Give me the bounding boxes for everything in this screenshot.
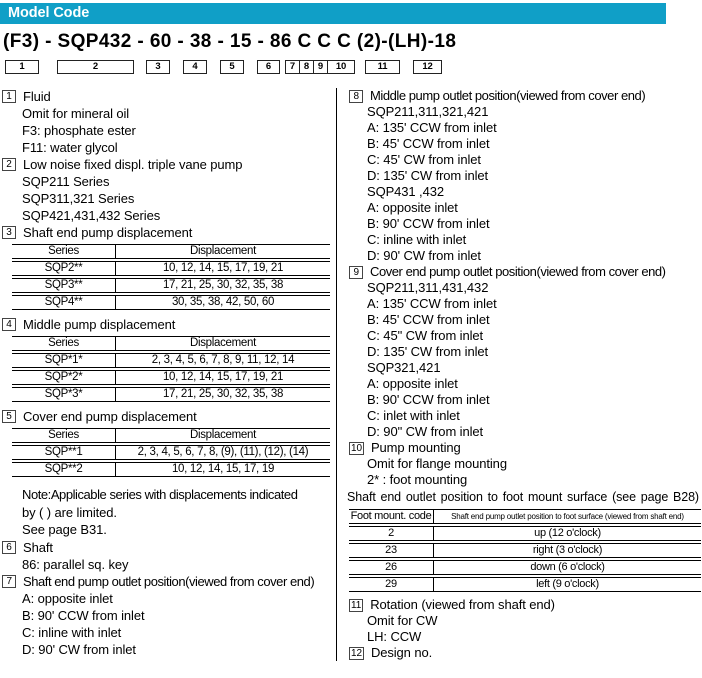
- model-code-text: (F3) - SQP432 - 60 - 38 - 15 - 86 C C C (2)-(LH)-18: [3, 31, 457, 52]
- table-cell: SQP*2*: [12, 370, 116, 385]
- section-title: Cover end pump displacement: [23, 409, 197, 424]
- section-number-box: 6: [2, 541, 16, 554]
- option-line: B: 45' CCW from inlet: [367, 136, 490, 151]
- section-number-box: 7: [2, 575, 16, 588]
- table-row: [349, 543, 701, 558]
- table-row: [12, 353, 330, 368]
- option-line: Omit for mineral oil: [22, 106, 130, 121]
- option-line: A: opposite inlet: [367, 200, 458, 215]
- table-cell: left (9 o'clock): [434, 577, 701, 592]
- option-line: F3: phosphate ester: [22, 123, 136, 138]
- table-cell: SQP2**: [12, 261, 116, 276]
- table-header: Foot mount. code: [349, 509, 434, 524]
- option-line: C: inline with inlet: [367, 232, 467, 247]
- code-box-2: 2: [57, 60, 134, 74]
- option-line: SQP311,321 Series: [22, 191, 135, 206]
- table-cell: 10, 12, 14, 15, 17, 19, 21: [116, 261, 330, 276]
- table-cell: 10, 12, 14, 15, 17, 19: [116, 462, 330, 477]
- note-line: See page B31.: [22, 522, 107, 537]
- table-header: Displacement: [116, 428, 330, 443]
- table-header: Series: [12, 244, 116, 259]
- section-title: Shaft end pump outlet position(viewed from cover end): [23, 573, 315, 589]
- option-line: C: inlet with inlet: [367, 408, 460, 423]
- section-title: Cover end pump outlet position(viewed from cover end): [370, 264, 666, 279]
- code-box-3: 3: [146, 60, 170, 74]
- section-10-pump-mounting: [347, 440, 702, 456]
- section-title: Low noise fixed displ. triple vane pump: [23, 157, 243, 172]
- note-line: Note:Applicable series with displacements indicated: [22, 487, 298, 502]
- table-cell: SQP3**: [12, 278, 116, 293]
- section-banner: [0, 3, 666, 24]
- option-line: D: 90" CW from inlet: [367, 424, 484, 439]
- section-3-shaft-end-displacement: [0, 224, 336, 241]
- section-number-box: 10: [351, 442, 362, 454]
- option-line: B: 45' CCW from inlet: [367, 312, 490, 327]
- section-4-middle-displacement: [0, 316, 336, 333]
- table-row: [349, 560, 701, 575]
- section-number-box: 12: [351, 647, 362, 659]
- table-cell: right (3 o'clock): [434, 543, 701, 558]
- table-header: Series: [12, 428, 116, 443]
- middle-displacement-table: [12, 334, 330, 404]
- option-line: C: 45" CW from inlet: [367, 328, 484, 343]
- code-box-12: 12: [413, 60, 442, 74]
- section-number-box: 4: [2, 318, 16, 331]
- option-line: D: 135' CW from inlet: [367, 344, 489, 359]
- table-header: Displacement: [116, 244, 330, 259]
- table-cell: SQP4**: [12, 295, 116, 310]
- table-header-row: [12, 244, 330, 259]
- section-number-box: 11: [351, 599, 362, 611]
- table-header: Displacement: [116, 336, 330, 351]
- code-box-1: 1: [5, 60, 39, 74]
- section-number-box: 2: [2, 158, 16, 171]
- section-title: Middle pump outlet position(viewed from cover end): [370, 88, 646, 103]
- option-line: SQP211,311,321,421: [367, 104, 489, 119]
- section-title: Pump mounting: [370, 440, 461, 455]
- section-title: Design no.: [370, 645, 433, 660]
- code-box-6: 6: [257, 60, 280, 74]
- table-header-row: [12, 336, 330, 351]
- section-title: Shaft end pump displacement: [23, 225, 193, 240]
- code-box-8: 8: [299, 60, 314, 74]
- option-line: A: 135' CCW from inlet: [367, 296, 497, 311]
- option-line: B: 90' CCW from inlet: [367, 216, 490, 231]
- section-number-box: 3: [2, 226, 16, 239]
- table-row: [12, 278, 330, 293]
- code-box-9: 9: [313, 60, 328, 74]
- option-line: SQP211 Series: [22, 174, 110, 189]
- section-12-design-no: [347, 645, 702, 661]
- option-line: Omit for flange mounting: [367, 456, 507, 471]
- table-cell: up (12 o'clock): [434, 526, 701, 541]
- section-number-box: 9: [349, 266, 363, 279]
- table-header: Series: [12, 336, 116, 351]
- table-cell: 2: [349, 526, 434, 541]
- section-title: Shaft: [23, 539, 53, 555]
- table-cell: 29: [349, 577, 434, 592]
- table-cell: SQP*3*: [12, 387, 116, 402]
- table-row: [349, 526, 701, 541]
- table-header-row: [349, 509, 701, 524]
- section-title: Fluid: [23, 89, 51, 104]
- section-1-fluid: [0, 88, 336, 105]
- table-row: [12, 295, 330, 310]
- option-line: 2* : foot mounting: [367, 472, 468, 487]
- table-row: [12, 387, 330, 402]
- foot-mount-subnote: Shaft end outlet position to foot mount surface (see page B28): [347, 490, 699, 504]
- table-row: [12, 370, 330, 385]
- left-column: [0, 88, 336, 661]
- table-cell: SQP**2: [12, 462, 116, 477]
- foot-mount-table: [349, 507, 701, 594]
- option-line: LH: CCW: [367, 629, 422, 644]
- table-header-row: [12, 428, 330, 443]
- shaft-end-displacement-table: [12, 242, 330, 312]
- table-cell: SQP*1*: [12, 353, 116, 368]
- section-11-rotation: [347, 597, 702, 613]
- code-box-11: 11: [365, 60, 400, 74]
- table-cell: 30, 35, 38, 42, 50, 60: [116, 295, 330, 310]
- section-title: Rotation (viewed from shaft end): [370, 597, 555, 612]
- option-line: Omit for CW: [367, 613, 438, 628]
- two-column-body: [0, 88, 702, 661]
- section-6-shaft: [0, 539, 336, 556]
- option-line: F11: water glycol: [22, 140, 118, 155]
- table-cell: down (6 o'clock): [434, 560, 701, 575]
- section-7-shaft-end-outlet-position: [0, 573, 336, 590]
- option-line: B: 90' CCW from inlet: [22, 607, 145, 623]
- table-cell: 17, 21, 25, 30, 32, 35, 38: [116, 278, 330, 293]
- option-line: A: opposite inlet: [367, 376, 458, 391]
- option-line: D: 90' CW from inlet: [367, 248, 481, 263]
- code-box-7: 7: [285, 60, 300, 74]
- option-line: SQP321,421: [367, 360, 441, 375]
- option-line: C: 45' CW from inlet: [367, 152, 481, 167]
- table-cell: 23: [349, 543, 434, 558]
- code-box-5: 5: [220, 60, 244, 74]
- table-cell: SQP**1: [12, 445, 116, 460]
- option-line: D: 135' CW from inlet: [367, 168, 489, 183]
- table-row: [12, 462, 330, 477]
- right-column: [336, 88, 702, 661]
- cover-end-displacement-table: [12, 426, 330, 479]
- table-cell: 2, 3, 4, 5, 6, 7, 8, 9, 11, 12, 14: [116, 353, 330, 368]
- table-row: [12, 445, 330, 460]
- section-title: Middle pump displacement: [23, 317, 176, 332]
- section-number-box: 5: [2, 410, 16, 423]
- option-line: D: 90' CW from inlet: [22, 641, 136, 657]
- note-line: by ( ) are limited.: [22, 504, 117, 520]
- option-line: C: inline with inlet: [22, 624, 122, 640]
- page-title: Model Code: [8, 5, 90, 21]
- code-box-10: 10: [327, 60, 355, 74]
- code-box-4: 4: [183, 60, 207, 74]
- section-number-box: 8: [349, 90, 363, 103]
- option-line: B: 90' CCW from inlet: [367, 392, 490, 407]
- option-line: 86: parallel sq. key: [22, 556, 129, 572]
- table-row: [349, 577, 701, 592]
- table-row: [12, 261, 330, 276]
- option-line: SQP211,311,431,432: [367, 280, 489, 295]
- section-8-middle-outlet-position: [347, 88, 702, 104]
- table-header: Shaft end pump outlet position to foot surface (viewed from shaft end): [434, 509, 701, 524]
- option-line: A: 135' CCW from inlet: [367, 120, 497, 135]
- table-cell: 2, 3, 4, 5, 6, 7, 8, (9), (11), (12), (14): [116, 445, 330, 460]
- section-9-cover-end-outlet-position: [347, 264, 702, 280]
- option-line: SQP431 ,432: [367, 184, 444, 199]
- option-line: A: opposite inlet: [22, 590, 113, 606]
- table-cell: 17, 21, 25, 30, 32, 35, 38: [116, 387, 330, 402]
- table-cell: 26: [349, 560, 434, 575]
- code-digit-boxes: [0, 60, 702, 75]
- table-cell: 10, 12, 14, 15, 17, 19, 21: [116, 370, 330, 385]
- section-5-cover-end-displacement: [0, 408, 336, 425]
- section-number-box: 1: [2, 90, 16, 103]
- option-line: SQP421,431,432 Series: [22, 208, 161, 223]
- section-2-pump-type: [0, 156, 336, 173]
